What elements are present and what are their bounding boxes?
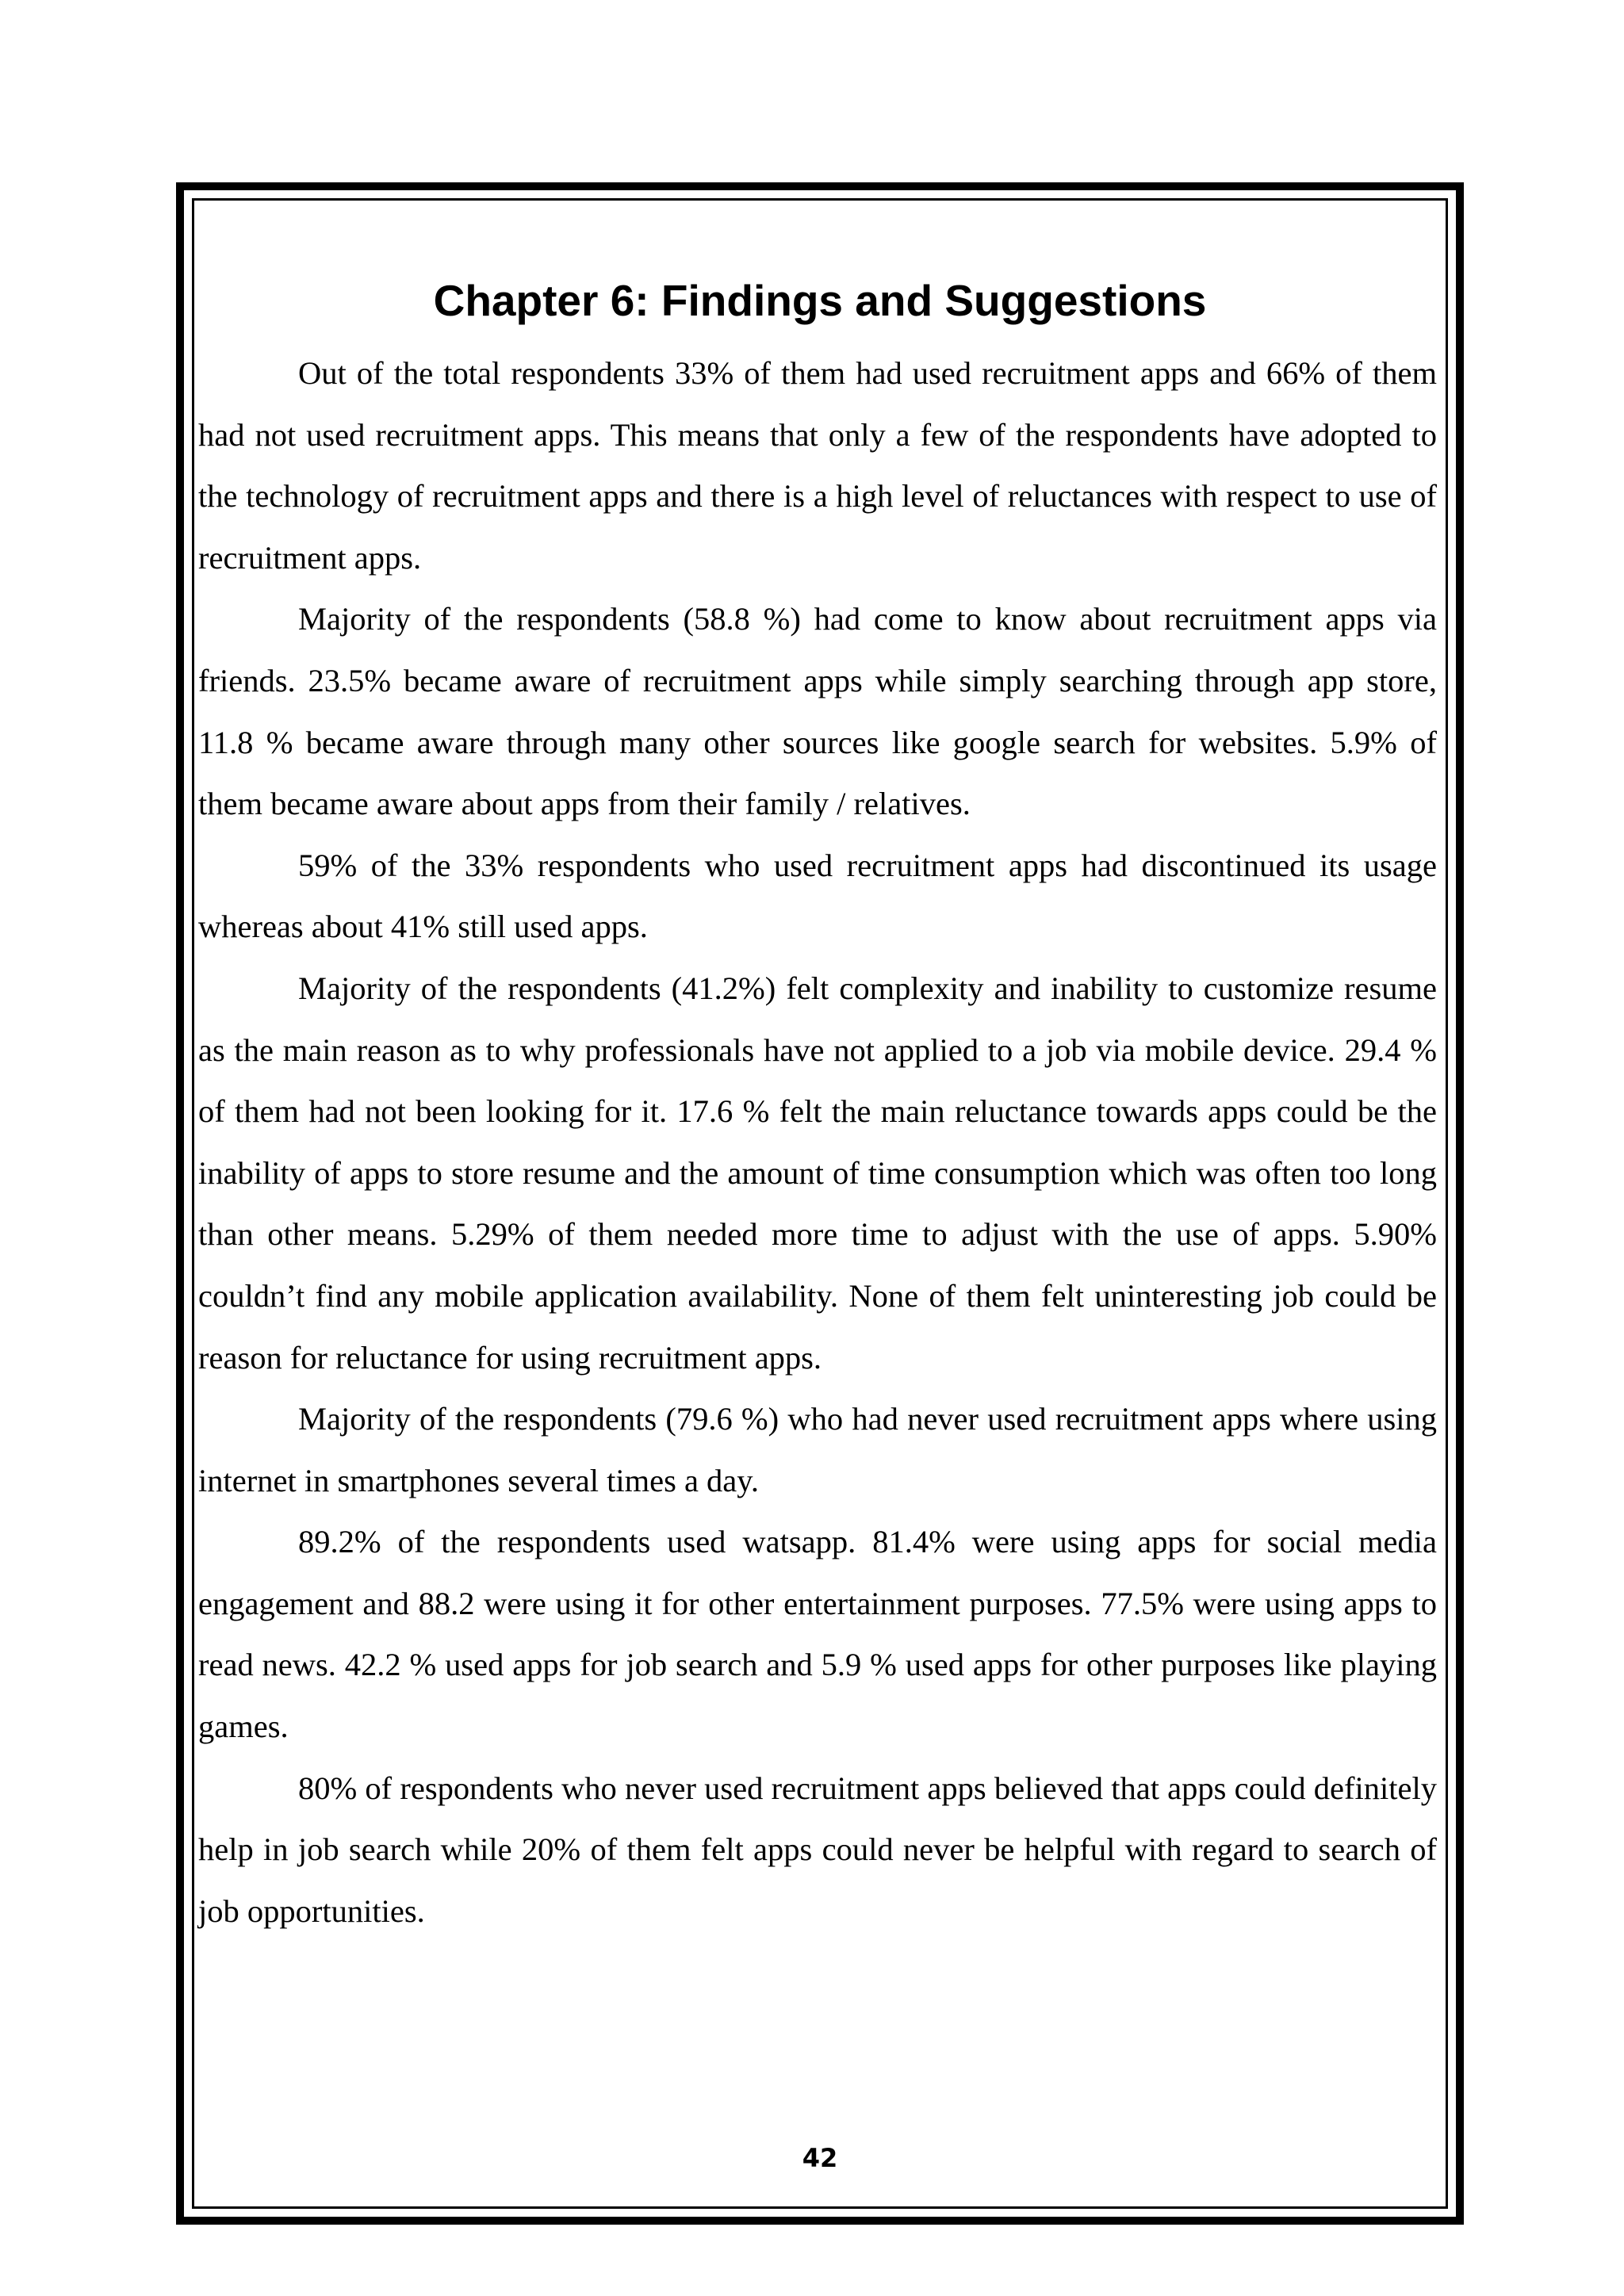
- paragraph-discontinued-usage: 59% of the 33% respondents who used recruitment apps had discontinued its usage whereas about 41% still used apps.: [198, 847, 1437, 945]
- chapter-title: Chapter 6: Findings and Suggestions: [433, 276, 1207, 325]
- paragraph-helpfulness-belief: 80% of respondents who never used recruitment apps believed that apps could definitely help in job search while 20% of them felt apps could never be helpful with regard to search of job opportunities.: [198, 1770, 1437, 1929]
- paragraph-awareness-sources: Majority of the respondents (58.8 %) had come to know about recruitment apps via friends. 23.5% became aware of recruitment apps while simply searching through app store, 11.8 % became aware through many other sources like google search for websites. 5.9% of them became aware about apps from their family / relatives.: [198, 601, 1437, 822]
- paragraph-recruitment-app-usage: Out of the total respondents 33% of them had used recruitment apps and 66% of them had not used recruitment apps. This means that only a few of the respondents have adopted to the technology of recruitment apps and there is a high level of reluctances with respect to use of recruitment apps.: [198, 355, 1437, 576]
- body-text: [198, 342, 1437, 1942]
- paragraph-reasons-not-applying: Majority of the respondents (41.2%) felt complexity and inability to customize resume as the main reason as to why professionals have not applied to a job via mobile device. 29.4 % of them had not been looking for it. 17.6 % felt the main reluctance towards apps could be the inability of apps to store resume and the amount of time consumption which was often too long than other means. 5.29% of them needed more time to adjust with the use of apps. 5.90% couldn’t find any mobile application availability. None of them felt uninteresting job could be reason for reluctance for using recruitment apps.: [198, 970, 1437, 1376]
- paragraph-app-purposes: 89.2% of the respondents used watsapp. 81.4% were using apps for social media engagement and 88.2 were using it for other entertainment purposes. 77.5% were using apps to read news. 42.2 % used apps for job search and 5.9 % used apps for other purposes like playing games.: [198, 1524, 1437, 1745]
- paragraph-internet-usage: Majority of the respondents (79.6 %) who had never used recruitment apps where using internet in smartphones several times a day.: [198, 1401, 1437, 1498]
- page-number: 42: [802, 2143, 838, 2173]
